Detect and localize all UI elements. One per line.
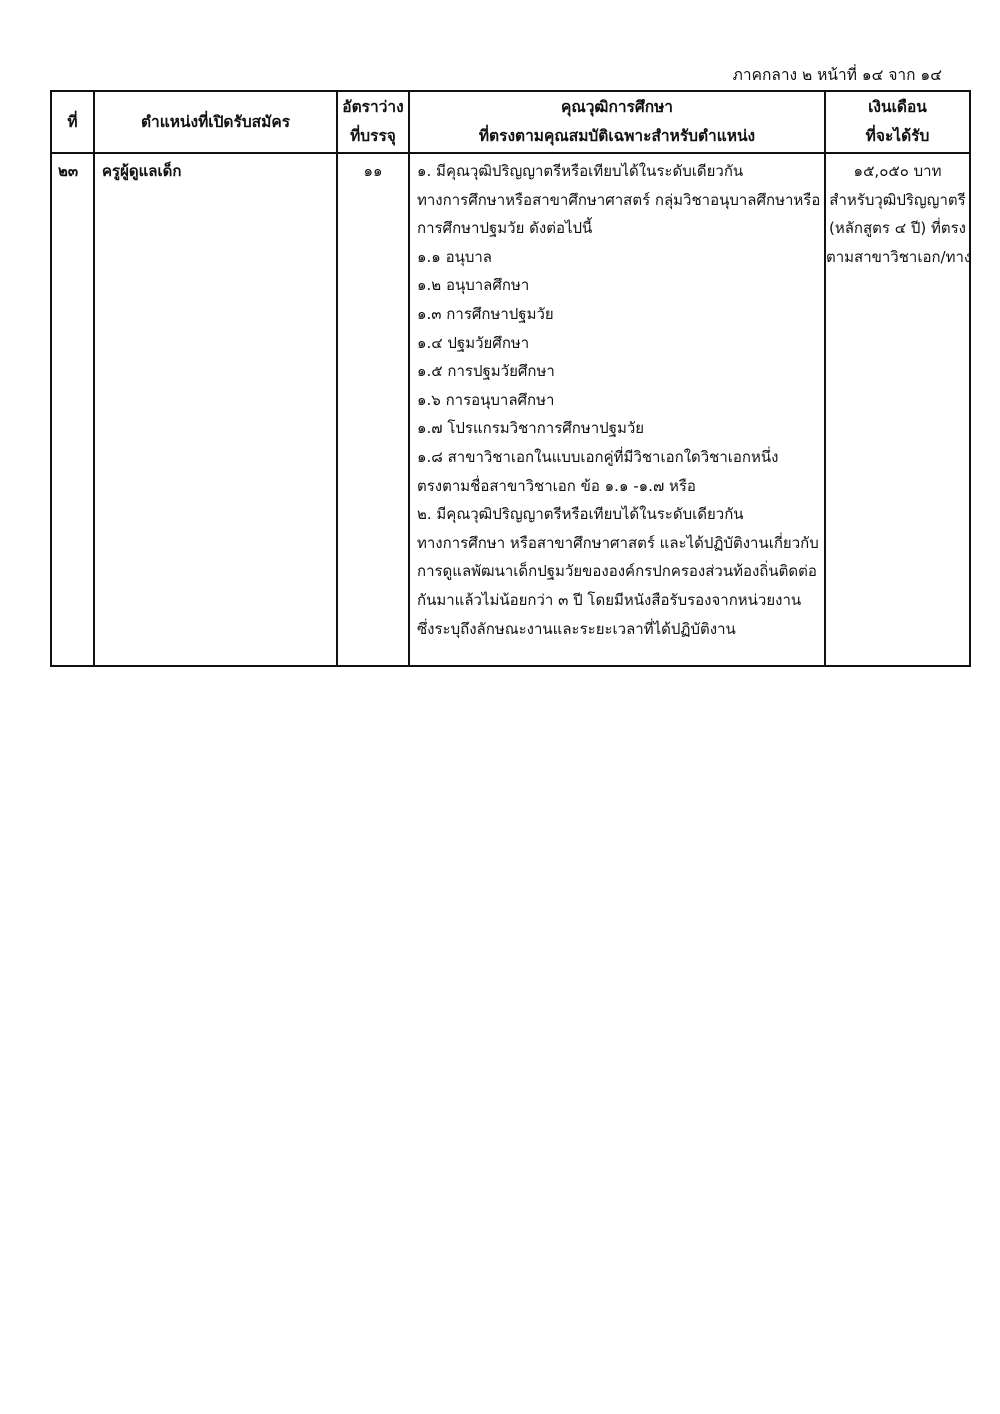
- qualification-line: การศึกษาปฐมวัย ดังต่อไปนี้: [417, 219, 593, 238]
- salary-line: สำหรับวุฒิปริญญาตรี: [829, 190, 966, 209]
- qualification-line: ๑. มีคุณวุฒิปริญญาตรีหรือเทียบได้ในระดับเดียวกัน: [417, 162, 744, 180]
- qualification-line: ๑.๒ อนุบาลศึกษา: [417, 276, 530, 295]
- column-header-salary: เงินเดือน ที่จะได้รับ: [825, 91, 970, 153]
- table-row: [51, 153, 970, 666]
- qualification-line: กันมาแล้วไม่น้อยกว่า ๓ ปี โดยมีหนังสือรับรองจากหน่วยงาน: [417, 590, 802, 609]
- position-cell: ครูผู้ดูแลเด็ก: [94, 153, 337, 666]
- position-table: [50, 90, 971, 667]
- column-header-qualification: คุณวุฒิการศึกษา ที่ตรงตามคุณสมบัติเฉพาะสำหรับตำแหน่ง: [409, 91, 825, 153]
- qualification-line: ทางการศึกษาหรือสาขาศึกษาศาสตร์ กลุ่มวิชาอนุบาลศึกษาหรือ: [417, 190, 821, 209]
- salary-line: ตามสาขาวิชาเอก/ทาง: [826, 247, 972, 266]
- salary-line: (หลักสูตร ๔ ปี) ที่ตรง: [828, 219, 966, 238]
- salary-amount: ๑๕,๐๕๐ บาท: [853, 162, 942, 180]
- salary-cell: [825, 153, 970, 666]
- qualification-line: ๑.๔ ปฐมวัยศึกษา: [417, 333, 530, 352]
- qualification-line: ซึ่งระบุถึงลักษณะงานและระยะเวลาที่ได้ปฏิบัติงาน: [417, 619, 736, 638]
- qualification-line: ตรงตามชื่อสาขาวิชาเอก ข้อ ๑.๑ -๑.๗ หรือ: [417, 476, 696, 495]
- qualification-line: ๑.๑ อนุบาล: [417, 247, 492, 266]
- row-number-cell: ๒๓: [51, 153, 94, 666]
- column-header-no: ที่: [51, 91, 94, 153]
- table-header-row: [51, 91, 970, 153]
- qualification-line: ๑.๗ โปรแกรมวิชาการศึกษาปฐมวัย: [417, 419, 645, 438]
- qualification-line: ๑.๘ สาขาวิชาเอกในแบบเอกคู่ที่มีวิชาเอกใดวิชาเอกหนึ่ง: [417, 447, 779, 466]
- qualification-line: ๒. มีคุณวุฒิปริญญาตรีหรือเทียบได้ในระดับเดียวกัน: [417, 505, 744, 524]
- page-number-header: ภาคกลาง ๒ หน้าที่ ๑๔ จาก ๑๔: [732, 66, 942, 84]
- qualification-line: การดูแลพัฒนาเด็กปฐมวัยขององค์กรปกครองส่วนท้องถิ่นติดต่อ: [417, 562, 817, 581]
- qualification-line: ๑.๕ การปฐมวัยศึกษา: [417, 362, 555, 381]
- column-header-position: ตำแหน่งที่เปิดรับสมัคร: [94, 91, 337, 153]
- qualification-line: ๑.๖ การอนุบาลศึกษา: [417, 390, 555, 409]
- column-header-vacancy: อัตราว่าง ที่บรรจุ: [337, 91, 409, 153]
- qualification-line: ๑.๓ การศึกษาปฐมวัย: [417, 304, 554, 323]
- qualification-cell: [409, 153, 825, 666]
- qualification-line: ทางการศึกษา หรือสาขาศึกษาศาสตร์ และได้ปฏิบัติงานเกี่ยวกับ: [417, 533, 819, 552]
- vacancy-count-cell: ๑๑: [337, 153, 409, 666]
